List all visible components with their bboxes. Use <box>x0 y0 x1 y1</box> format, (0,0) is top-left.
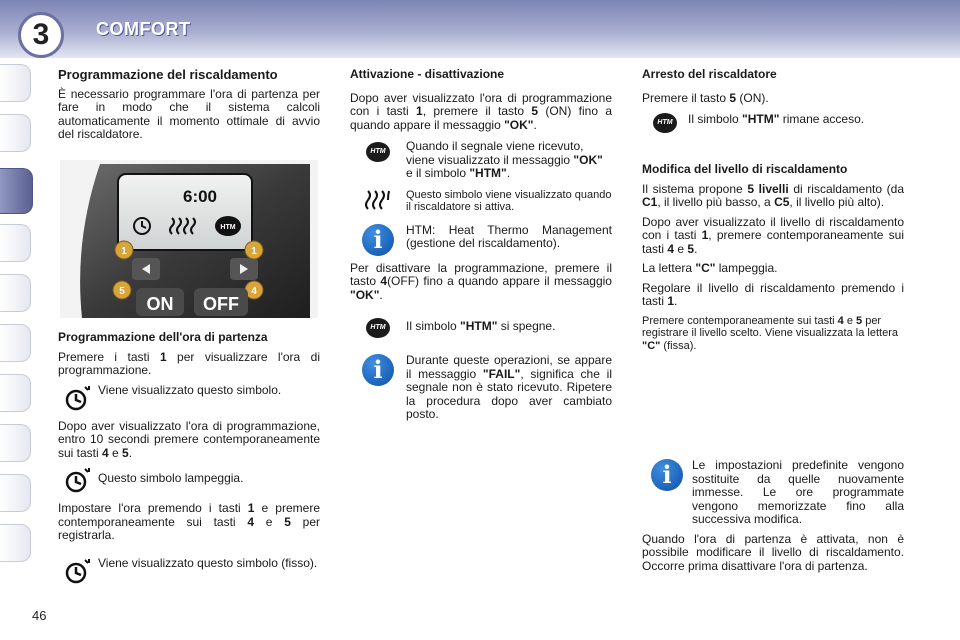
info-icon: i <box>362 224 394 256</box>
chapter-tab-8[interactable] <box>0 424 31 462</box>
departure-paragraph-2: Dopo aver visualizzato l'ora di programmazione, entro 10 secondi premere contemporaneamente sui tasti 4 e 5. <box>58 418 320 460</box>
clock-symbol-note-3: Viene visualizzato questo simbolo (fisso). <box>58 557 320 587</box>
intro-paragraph: È necessario programmare l'ora di partenza per fare in modo che il sistema calcoli automaticamente il momento ottimale di avvio del riscaldatore. <box>58 86 320 141</box>
clock-symbol-icon <box>63 384 93 414</box>
level-paragraph-1: Il sistema propone 5 livelli di riscaldamento (da C1, il livello più basso, a C5, il livello più alto). <box>642 181 904 209</box>
level-paragraph-2: Dopo aver visualizzato il livello di riscaldamento con i tasti 1, premere contemporaneamente sui tasti 4 e 5. <box>642 214 904 256</box>
activation-paragraph-1: Dopo aver visualizzato l'ora di programmazione con i tasti 1, premere il tasto 5 (ON) fino a quando appare il messaggio "OK". <box>350 90 613 132</box>
remote-control-photo <box>60 160 318 318</box>
svg-text:1: 1 <box>121 246 127 257</box>
chapter-tab-5[interactable] <box>0 274 31 312</box>
deactivation-paragraph: Per disattivare la programmazione, premere il tasto 4(OFF) fino a quando appare il messaggio "OK". <box>350 260 612 302</box>
htm-icon: HTM <box>653 113 677 133</box>
clock-symbol-note-2: Questo simbolo lampeggia. <box>58 466 320 496</box>
chapter-tab-3-active[interactable] <box>0 168 33 214</box>
remote-display-time: 6:00 <box>182 187 218 206</box>
level-paragraph-4: Regolare il livello di riscaldamento premendo i tasti 1. <box>642 280 904 308</box>
chapter-tab-1[interactable] <box>0 64 31 102</box>
column-1-lower <box>58 331 320 593</box>
level-paragraph-3: La lettera "C" lampeggia. <box>642 261 778 275</box>
chapter-tab-2[interactable] <box>0 114 31 152</box>
remote-control-illustration <box>60 160 318 318</box>
clock-blinking-icon <box>63 466 93 496</box>
section-title-departure-time: Programmazione dell'ora di partenza <box>58 330 268 344</box>
htm-icon: HTM <box>366 318 390 338</box>
section-title-programming: Programmazione del riscaldamento <box>58 67 278 82</box>
column-1 <box>58 68 320 148</box>
chapter-tab-6[interactable] <box>0 324 31 362</box>
chapter-tab-4[interactable] <box>0 224 31 262</box>
remote-htm-label: HTM <box>220 224 236 231</box>
departure-active-paragraph: Quando l'ora di partenza è attivata, non è possibile modificare il livello di riscaldamento. Occorre prima disattivare l'ora di partenza. <box>642 531 904 573</box>
column-3-lower <box>642 459 904 579</box>
htm-off-note: HTM Il simbolo "HTM" si spegne. <box>350 316 612 338</box>
heat-waves-icon <box>365 189 391 211</box>
page-number: 46 <box>32 608 47 623</box>
htm-received-note: HTM Quando il segnale viene ricevuto, viene visualizzato il messaggio "OK" e il simbolo "HTM". <box>350 140 612 181</box>
svg-text:ON: ON <box>146 294 174 314</box>
chapter-number: 3 <box>18 12 64 58</box>
clock-fixed-icon <box>63 557 93 587</box>
chapter-header <box>0 0 960 58</box>
stop-paragraph: Premere il tasto 5 (ON). <box>642 90 769 105</box>
info-icon: i <box>362 354 394 386</box>
info-icon: i <box>651 459 683 491</box>
defaults-info-note: i Le impostazioni predefinite vengono sostituite da quelle nuovamente immesse. Le ore programmate vengono memorizzate fino alla successiva modifica. <box>642 459 904 527</box>
column-3 <box>642 68 904 358</box>
chapter-title: COMFORT <box>96 19 191 39</box>
chapter-tabs <box>0 64 34 584</box>
heat-symbol-note: Questo simbolo viene visualizzato quando il riscaldatore si attiva. <box>350 189 612 214</box>
svg-text:OFF: OFF <box>203 294 239 314</box>
htm-info-note: i HTM: Heat Thermo Management (gestione del riscaldamento). <box>350 224 612 256</box>
departure-paragraph-3: Impostare l'ora premendo i tasti 1 e premere contemporaneamente sui tasti 4 e 5 per registrarla. <box>58 501 321 542</box>
chapter-tab-9[interactable] <box>0 474 31 512</box>
chapter-tab-10[interactable] <box>0 524 31 562</box>
chapter-tab-7[interactable] <box>0 374 31 412</box>
svg-text:5: 5 <box>119 286 125 297</box>
section-title-heat-level: Modifica del livello di riscaldamento <box>642 162 848 176</box>
level-paragraph-5: Premere contemporaneamente sui tasti 4 e 5 per registrare il livello scelto. Viene visualizzata la lettera "C" (fissa). <box>642 314 898 352</box>
departure-paragraph-1: Premere i tasti 1 per visualizzare l'ora di programmazione. <box>58 349 320 377</box>
htm-icon: HTM <box>366 142 390 162</box>
svg-text:1: 1 <box>251 246 257 257</box>
fail-info-note: i Durante queste operazioni, se appare il messaggio "FAIL", significa che il segnale non è stato ricevuto. Ripetere la procedura dopo aver cambiato posto. <box>350 354 612 422</box>
clock-symbol-note-1: Viene visualizzato questo simbolo. <box>58 384 320 414</box>
section-title-activation: Attivazione - disattivazione <box>350 67 505 81</box>
htm-on-note: HTM Il simbolo "HTM" rimane acceso. <box>642 111 904 133</box>
section-title-stop: Arresto del riscaldatore <box>642 67 777 81</box>
svg-text:4: 4 <box>251 286 257 297</box>
column-2 <box>350 68 612 428</box>
